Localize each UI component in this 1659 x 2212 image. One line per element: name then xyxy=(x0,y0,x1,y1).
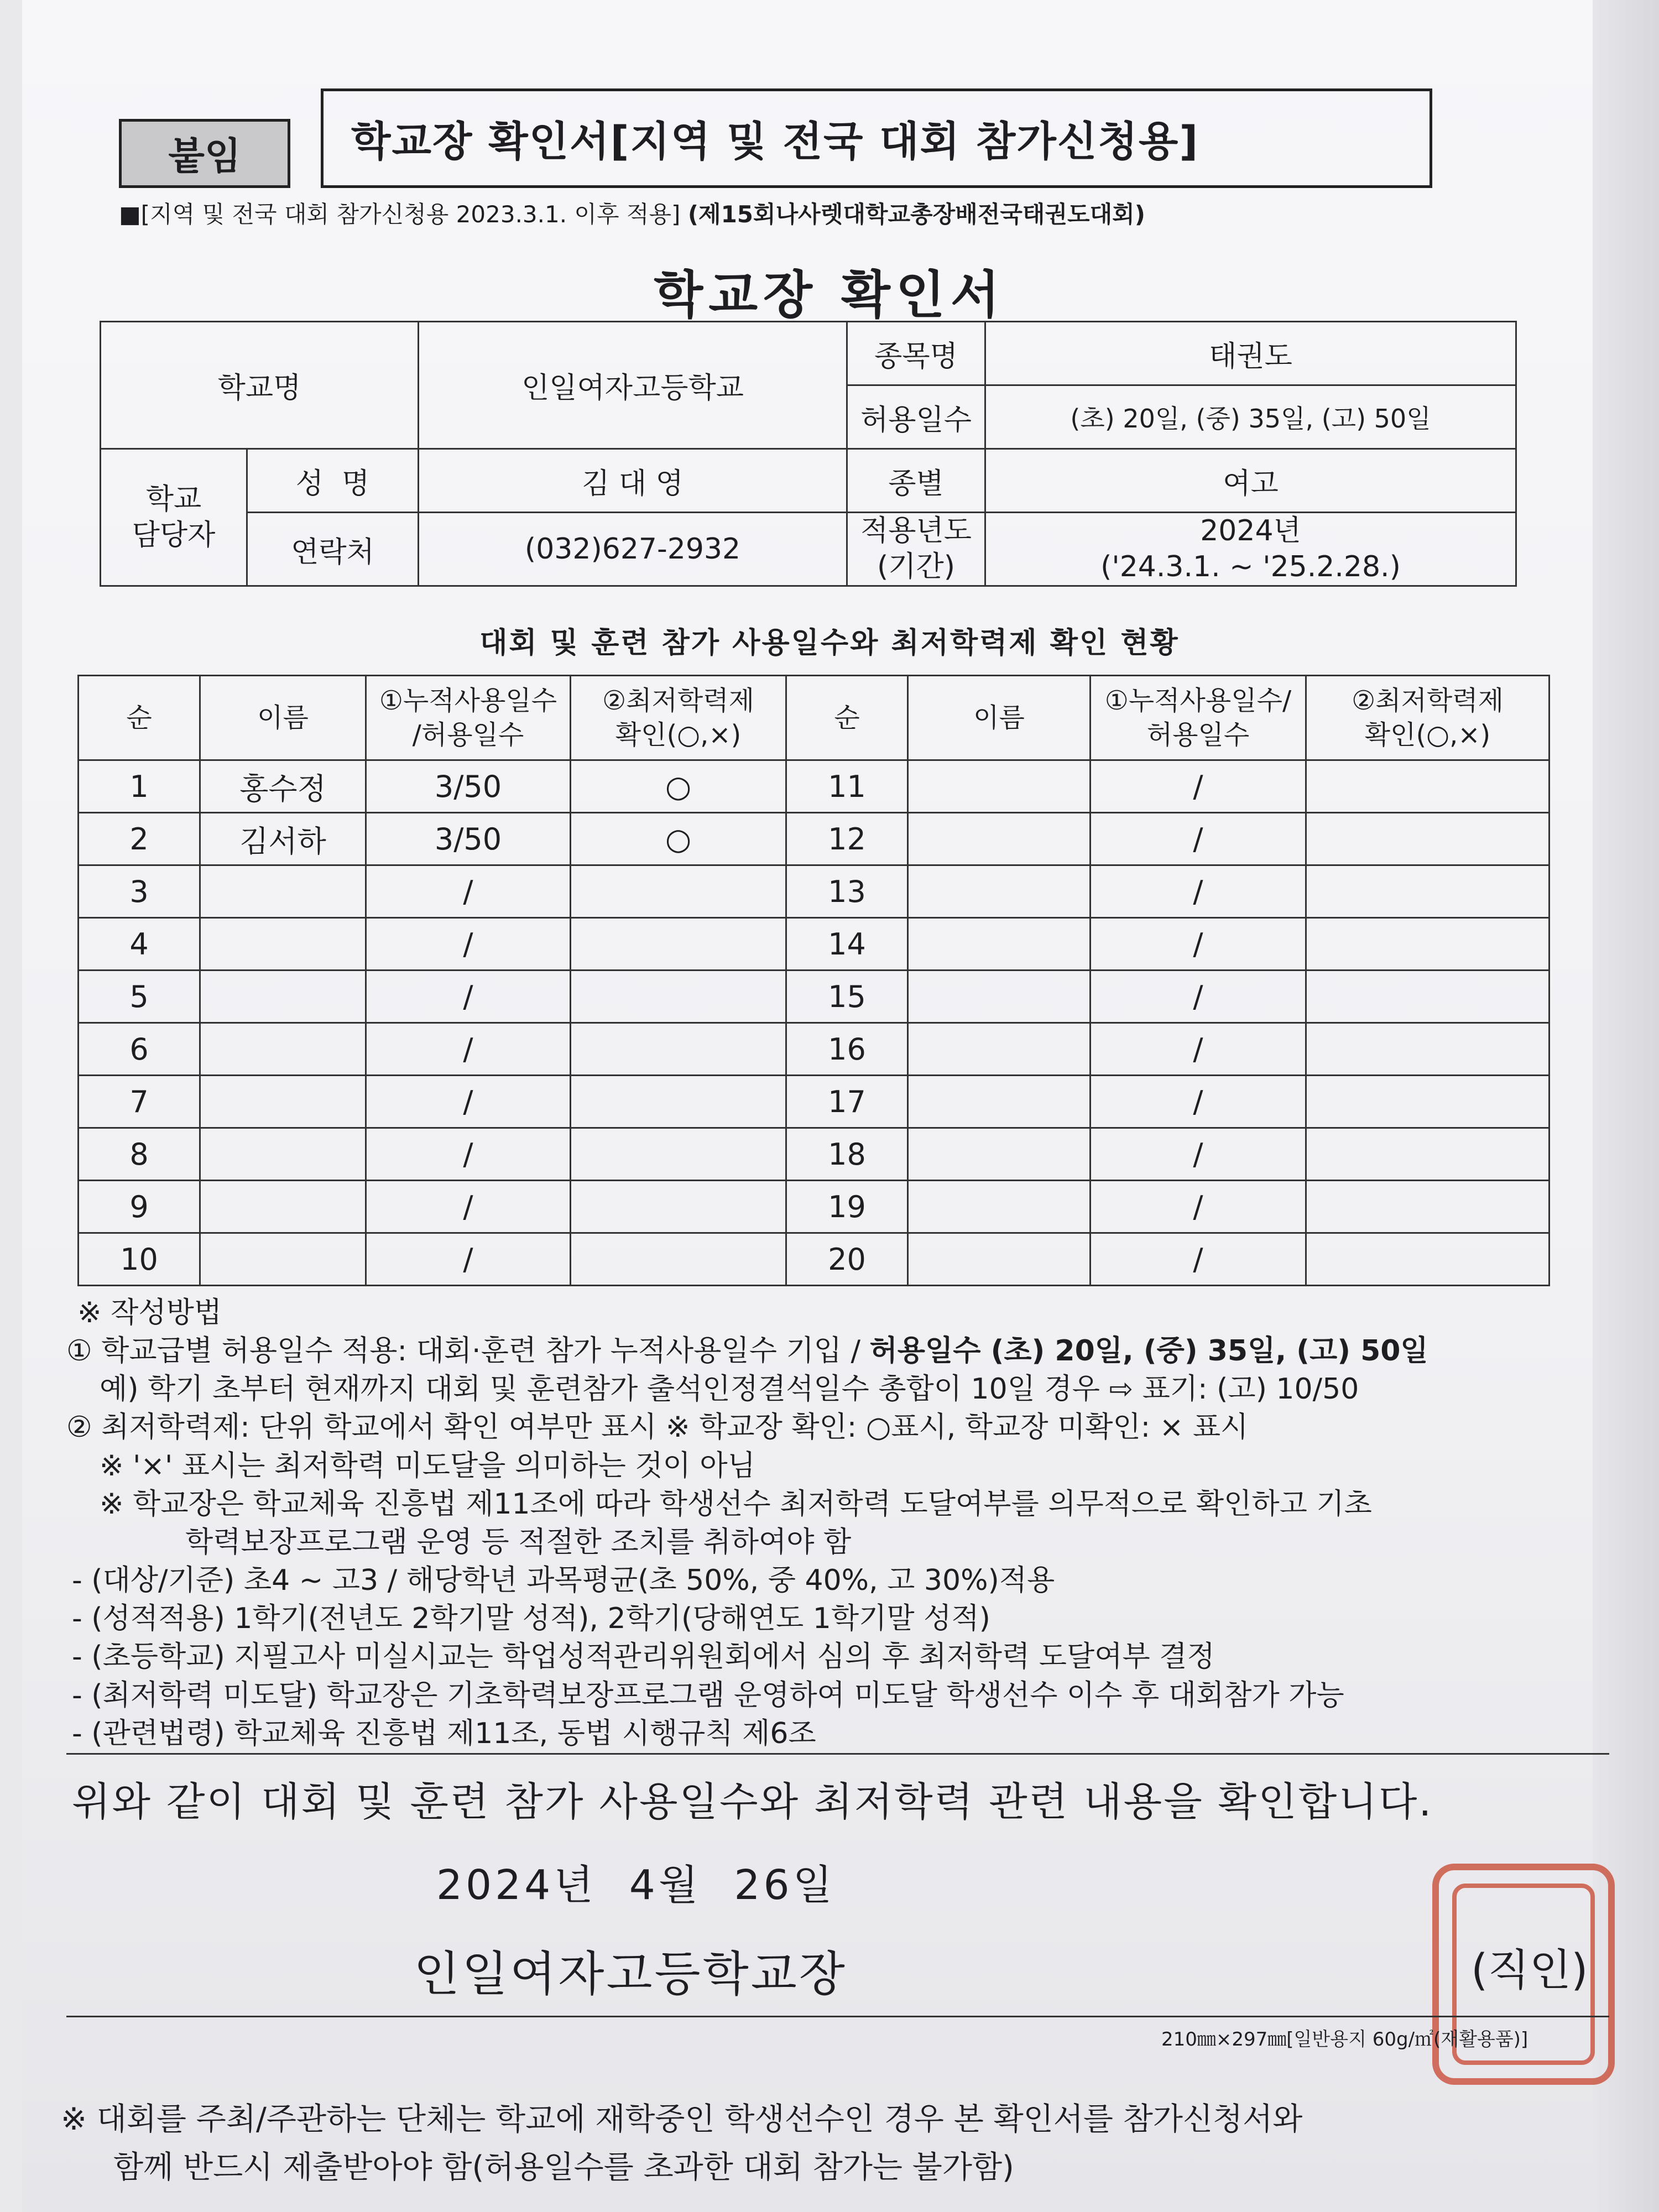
manager-label-line1: 학교 xyxy=(145,482,202,516)
gender-value: 여고 xyxy=(985,449,1516,513)
student-name xyxy=(200,865,366,918)
school-info-table xyxy=(100,321,1517,587)
days-used: / xyxy=(366,1181,571,1233)
school-name-label: 학교명 xyxy=(101,322,419,449)
row-number: 11 xyxy=(786,760,908,813)
allowed-days-label: 허용일수 xyxy=(847,385,985,449)
student-name xyxy=(908,760,1091,813)
contact-value: (032)627-2932 xyxy=(419,513,847,586)
student-name xyxy=(200,918,366,971)
min-academic-check xyxy=(571,1023,786,1076)
days-used: / xyxy=(1091,760,1306,813)
days-used: / xyxy=(366,1128,571,1181)
days-used: / xyxy=(1091,971,1306,1023)
min-academic-check xyxy=(1306,1023,1550,1076)
days-used: / xyxy=(1091,1181,1306,1233)
applicability-text: ■[지역 및 전국 대회 참가신청용 2023.3.1. 이후 적용] xyxy=(119,201,681,228)
detail-target: - (대상/기준) 초4 ~ 고3 / 해당학년 과목평균(초 50%, 중 40%, 고 30%)적용 xyxy=(72,1564,1055,1598)
table-row xyxy=(79,1181,1550,1233)
min-academic-check xyxy=(571,1128,786,1181)
status-table xyxy=(77,675,1550,1286)
student-name xyxy=(200,971,366,1023)
allowed-days-value: (초) 20일, (중) 35일, (고) 50일 xyxy=(985,385,1516,449)
footer-line-2: 함께 반드시 제출받아야 함(허용일수를 초과한 대회 참가는 불가함) xyxy=(113,2149,1014,2185)
divider xyxy=(66,1753,1609,1755)
manager-name-value: 김 대 영 xyxy=(419,449,847,513)
header-days-line2: /허용일수 xyxy=(412,719,524,750)
days-used: / xyxy=(1091,1076,1306,1128)
row-number: 3 xyxy=(79,865,200,918)
min-academic-check xyxy=(1306,1181,1550,1233)
detail-elementary: - (초등학교) 지필고사 미실시교는 학업성적관리위원회에서 심의 후 최저학력 도달여부 결정 xyxy=(72,1640,1215,1674)
status-header-row xyxy=(79,676,1550,760)
row-number: 12 xyxy=(786,813,908,865)
note-2a: ※ '×' 표시는 최저학력 미도달을 의미하는 것이 아님 xyxy=(100,1449,755,1483)
row-number: 14 xyxy=(786,918,908,971)
header-name-right: 이름 xyxy=(908,676,1091,760)
instructions-heading: ※ 작성방법 xyxy=(77,1296,222,1329)
min-academic-check xyxy=(1306,865,1550,918)
sport-label: 종목명 xyxy=(847,322,985,385)
year-label-line2: (기간) xyxy=(877,550,956,583)
days-used: 3/50 xyxy=(366,760,571,813)
paper-size-note: 210㎜×297㎜[일반용지 60g/㎡(재활용품)] xyxy=(1161,2028,1528,2051)
student-name xyxy=(908,971,1091,1023)
min-academic-check xyxy=(571,1233,786,1286)
student-name xyxy=(908,1023,1091,1076)
page-title: 학교장 확인서 xyxy=(654,265,1005,325)
min-academic-check xyxy=(571,865,786,918)
days-used: 3/50 xyxy=(366,813,571,865)
student-name xyxy=(200,1233,366,1286)
student-name xyxy=(908,1181,1091,1233)
row-number: 13 xyxy=(786,865,908,918)
note-2b: ※ 학교장은 학교체육 진흥법 제11조에 따라 학생선수 최저학력 도달여부를 의무적으로 확인하고 기초 xyxy=(100,1487,1372,1521)
note-2: ② 최저학력제: 단위 학교에서 확인 여부만 표시 ※ 학교장 확인: ○표시, 학교장 미확인: × 표시 xyxy=(66,1411,1249,1444)
days-used: / xyxy=(366,918,571,971)
row-number: 4 xyxy=(79,918,200,971)
days-used: / xyxy=(1091,865,1306,918)
footer-line-1: ※ 대회를 주최/주관하는 단체는 학교에 재학중인 학생선수인 경우 본 확인서를 참가신청서와 xyxy=(61,2101,1303,2137)
student-name xyxy=(908,1076,1091,1128)
sport-value: 태권도 xyxy=(985,322,1516,385)
form-title: 학교장 확인서[지역 및 전국 대회 참가신청용] xyxy=(321,88,1432,188)
note-1-bold: 허용일수 (초) 20일, (중) 35일, (고) 50일 xyxy=(869,1334,1428,1368)
table-row xyxy=(79,1023,1550,1076)
days-used: / xyxy=(366,1076,571,1128)
row-number: 9 xyxy=(79,1181,200,1233)
days-used: / xyxy=(1091,1128,1306,1181)
attachment-tag: 붙임 xyxy=(119,119,290,188)
table-row xyxy=(79,865,1550,918)
header-min-line2: 확인(○,×) xyxy=(615,719,742,750)
header-min-academic xyxy=(571,676,786,760)
table-row xyxy=(79,1233,1550,1286)
row-number: 2 xyxy=(79,813,200,865)
student-name xyxy=(200,1181,366,1233)
header-min-line1: ②최저학력제 xyxy=(602,685,754,716)
header-days-right xyxy=(1091,676,1306,760)
gender-label: 종별 xyxy=(847,449,985,513)
student-name xyxy=(908,1233,1091,1286)
min-academic-check xyxy=(571,1181,786,1233)
header-days-right-line1: ①누적사용일수/ xyxy=(1104,685,1292,716)
year-label xyxy=(847,513,985,586)
year-text: 2024년 xyxy=(1200,514,1301,547)
student-name xyxy=(200,1076,366,1128)
row-number: 8 xyxy=(79,1128,200,1181)
confirmation-statement: 위와 같이 대회 및 훈련 참가 사용일수와 최저학력 관련 내용을 확인합니다. xyxy=(72,1778,1433,1825)
row-number: 17 xyxy=(786,1076,908,1128)
row-number: 7 xyxy=(79,1076,200,1128)
header-min-academic-right xyxy=(1306,676,1550,760)
header-name: 이름 xyxy=(200,676,366,760)
min-academic-check: ○ xyxy=(571,760,786,813)
period-text: ('24.3.1. ~ '25.2.28.) xyxy=(1100,550,1401,583)
student-name xyxy=(200,1128,366,1181)
detail-not-reached: - (최저학력 미도달) 학교장은 기초학력보장프로그램 운영하여 미도달 학생선수 이수 후 대회참가 가능 xyxy=(72,1678,1344,1712)
table-row xyxy=(79,918,1550,971)
row-number: 19 xyxy=(786,1181,908,1233)
contact-label: 연락처 xyxy=(247,513,419,586)
min-academic-check xyxy=(571,918,786,971)
student-name xyxy=(908,1128,1091,1181)
table-row xyxy=(79,971,1550,1023)
row-number: 18 xyxy=(786,1128,908,1181)
row-number: 10 xyxy=(79,1233,200,1286)
row-number: 1 xyxy=(79,760,200,813)
min-academic-check xyxy=(1306,813,1550,865)
min-academic-check xyxy=(1306,918,1550,971)
min-academic-check xyxy=(1306,1233,1550,1286)
year-label-line1: 적용년도 xyxy=(860,514,972,547)
year-value xyxy=(985,513,1516,586)
days-used: / xyxy=(1091,918,1306,971)
table-row xyxy=(79,760,1550,813)
days-used: / xyxy=(1091,1233,1306,1286)
table-row xyxy=(79,1076,1550,1128)
note-1-text: ① 학교급별 허용일수 적용: 대회·훈련 참가 누적사용일수 기입 / xyxy=(66,1334,870,1368)
days-used: / xyxy=(366,971,571,1023)
confirmation-date: 2024년 4월 26일 xyxy=(436,1861,836,1909)
row-number: 20 xyxy=(786,1233,908,1286)
student-name xyxy=(908,813,1091,865)
days-used: / xyxy=(366,1233,571,1286)
header-no: 순 xyxy=(79,676,200,760)
row-number: 6 xyxy=(79,1023,200,1076)
min-academic-check: ○ xyxy=(571,813,786,865)
header-min-right-line2: 확인(○,×) xyxy=(1364,719,1491,750)
note-1 xyxy=(66,1332,1615,1370)
header-days-right-line2: 허용일수 xyxy=(1146,719,1250,750)
applicability-line xyxy=(119,196,1446,229)
header-days xyxy=(366,676,571,760)
header-no-right: 순 xyxy=(786,676,908,760)
student-name: 홍수정 xyxy=(200,760,366,813)
min-academic-check xyxy=(571,971,786,1023)
days-used: / xyxy=(1091,1023,1306,1076)
student-name xyxy=(908,918,1091,971)
student-name: 김서하 xyxy=(200,813,366,865)
table-row xyxy=(79,1128,1550,1181)
note-2b-cont: 학력보장프로그램 운영 등 적절한 조치를 취하여야 함 xyxy=(185,1525,852,1559)
manager-label-line2: 담당자 xyxy=(132,518,216,552)
seal-label: (직인) xyxy=(1471,1945,1588,1995)
divider xyxy=(66,2016,1609,2017)
min-academic-check xyxy=(1306,1076,1550,1128)
row-number: 15 xyxy=(786,971,908,1023)
status-section-title: 대회 및 훈련 참가 사용일수와 최저학력제 확인 현황 xyxy=(479,627,1180,660)
table-row xyxy=(79,813,1550,865)
manager-label xyxy=(101,449,247,586)
days-used: / xyxy=(366,865,571,918)
min-academic-check xyxy=(1306,760,1550,813)
days-used: / xyxy=(1091,813,1306,865)
manager-name-label: 성 명 xyxy=(247,449,419,513)
note-1-example: 예) 학기 초부터 현재까지 대회 및 훈련참가 출석인정결석일수 총합이 10일 경우 ⇨ 표기: (고) 10/50 xyxy=(100,1373,1359,1406)
min-academic-check xyxy=(571,1076,786,1128)
student-name xyxy=(908,865,1091,918)
detail-law: - (관련법령) 학교체육 진흥법 제11조, 동법 시행규칙 제6조 xyxy=(72,1717,816,1750)
event-name: (제15회나사렛대학교총장배전국태권도대회) xyxy=(687,201,1145,228)
row-number: 16 xyxy=(786,1023,908,1076)
instructions xyxy=(66,1294,1615,1753)
min-academic-check xyxy=(1306,971,1550,1023)
principal-name: 인일여자고등학교장 xyxy=(414,1947,847,2002)
header-min-right-line1: ②최저학력제 xyxy=(1352,685,1504,716)
min-academic-check xyxy=(1306,1128,1550,1181)
footer-note xyxy=(61,2096,1609,2192)
days-used: / xyxy=(366,1023,571,1076)
student-name xyxy=(200,1023,366,1076)
school-name-value: 인일여자고등학교 xyxy=(419,322,847,449)
header-days-line1: ①누적사용일수 xyxy=(379,685,557,716)
row-number: 5 xyxy=(79,971,200,1023)
detail-grades: - (성적적용) 1학기(전년도 2학기말 성적), 2학기(당해연도 1학기말 성적) xyxy=(72,1602,990,1636)
